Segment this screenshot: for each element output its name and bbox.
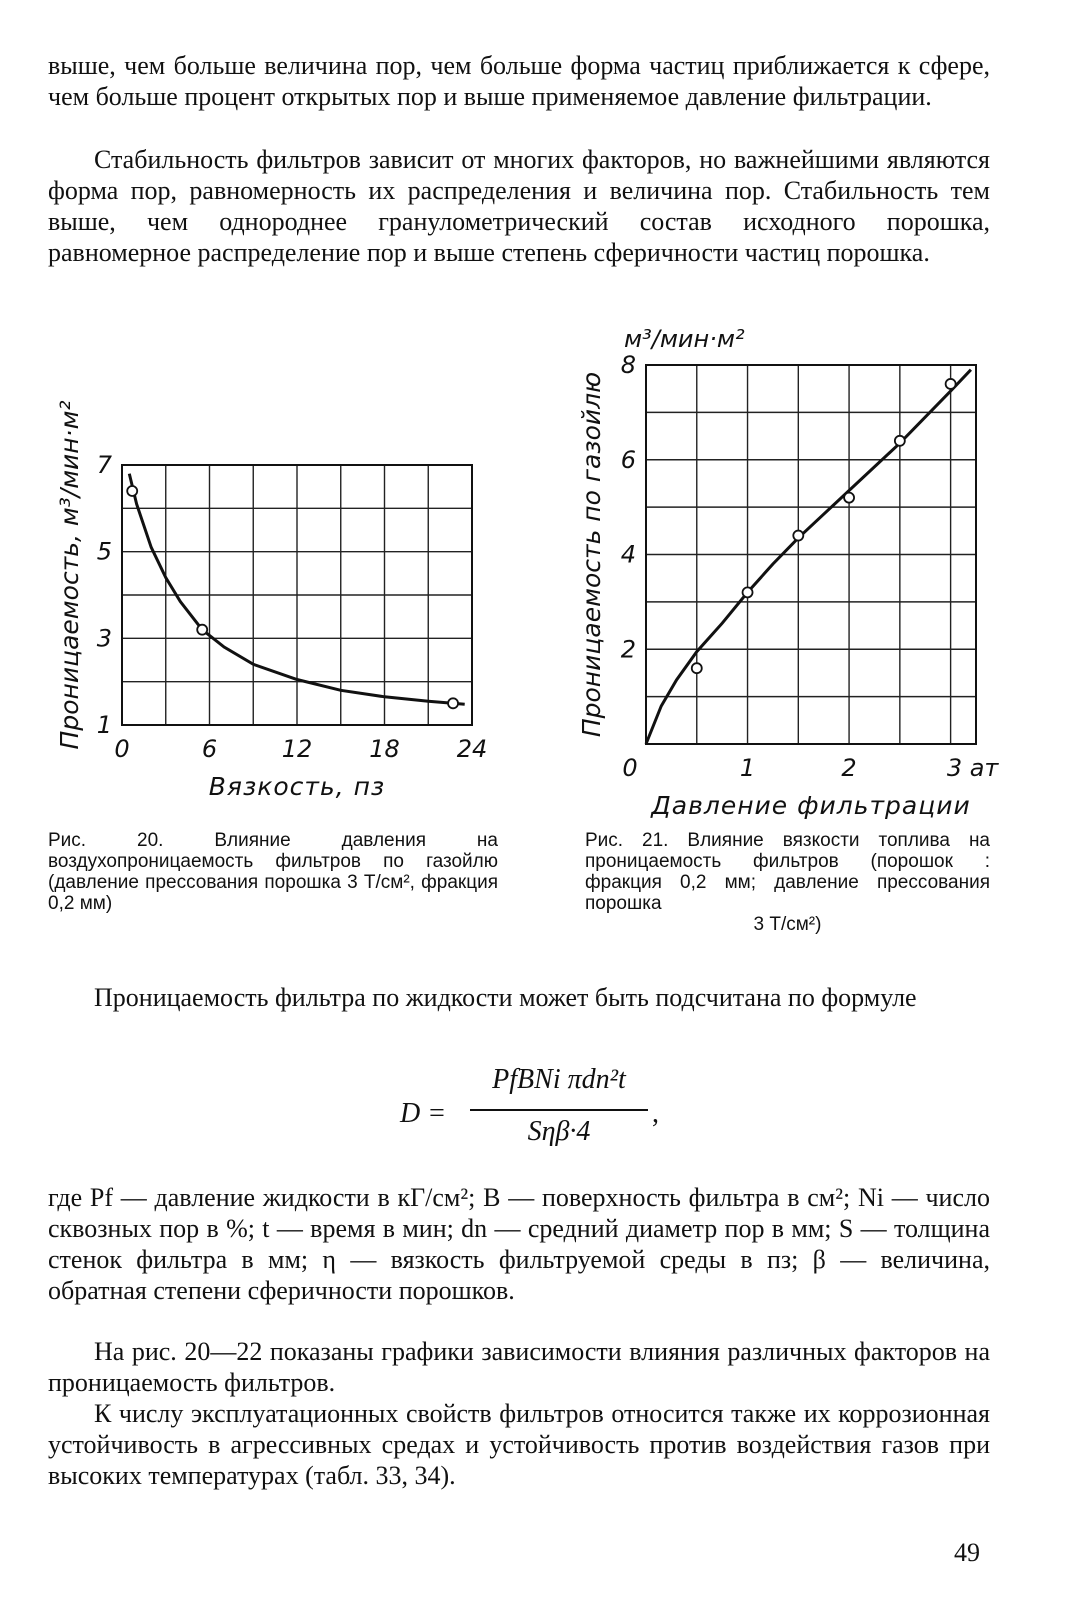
data-point — [743, 587, 753, 597]
y-axis-unit: м³/мин·м² — [624, 325, 745, 353]
paragraph-continued: выше, чем больше величина пор, чем больше форма частиц приближается к сфере, чем больше процент открытых пор и выше применяемое давление фильтрации. — [48, 51, 990, 111]
x-axis-label: Давление фильтрации — [651, 791, 971, 820]
x-tick-label: 18 — [369, 735, 400, 763]
x-tick-label: 0 — [114, 735, 130, 763]
x-tick-label: 2 — [841, 754, 857, 782]
paragraph-definitions: где Pf — давление жидкости в кГ/см²; B — поверхность фильтра в см²; Ni — число сквозных пор в %; t — время в мин; dn — средний диаметр пор в мм; S — толщина стенок фильтра в мм; η — вязкость фильтруемой среды в пз; β — величина, обратная степени сферичности порошков. — [48, 1183, 990, 1305]
figure-20-chart — [40, 385, 500, 815]
y-axis-label: Проницаемость по газойлю — [577, 371, 606, 738]
paragraph-operational: К числу эксплуатационных свойств фильтров относится также их коррозионная устойчивость в агрессивных средах и устойчивость против воздействия газов при высоких температурах (табл. 33, 34). — [48, 1399, 990, 1490]
formula-fraction-bar — [470, 1109, 648, 1111]
figure-20-caption — [48, 830, 498, 914]
x-tick-label: 6 — [201, 735, 218, 763]
y-tick-label: 6 — [620, 445, 636, 474]
x-tick-label: 12 — [281, 735, 313, 763]
figure-21-caption — [585, 830, 990, 935]
paragraph-figures-ref: На рис. 20—22 показаны графики зависимости влияния различных факторов на проницаемость фильтров. — [48, 1337, 990, 1397]
x-tick-label: 3 ат — [946, 754, 999, 782]
x-tick-label: 24 — [456, 735, 488, 763]
paragraph-formula-intro: Проницаемость фильтра по жидкости может быть подсчитана по формуле — [94, 983, 917, 1012]
data-point — [197, 625, 207, 635]
y-tick-label: 2 — [620, 635, 636, 664]
data-point — [895, 436, 905, 446]
data-point — [448, 698, 458, 708]
figure-21-caption-text: Рис. 21. Влияние вязкости топлива на проницаемость фильтров (порошок : фракция 0,2 мм; давление прессования порошка — [585, 830, 990, 914]
y-tick-label: 8 — [620, 351, 636, 379]
series-curve — [646, 370, 971, 744]
permeability-formula — [400, 1062, 700, 1162]
formula-comma: , — [652, 1098, 659, 1129]
page-number: 49 — [954, 1538, 980, 1567]
x-axis-label: Вязкость, пз — [208, 772, 386, 801]
y-tick-label: 5 — [96, 537, 112, 566]
y-axis-label: Проницаемость, м³/мин·м² — [55, 400, 84, 750]
data-point — [692, 663, 702, 673]
formula-numerator: PfBNi πdn²t — [492, 1064, 626, 1095]
formula-denominator: Sηβ·4 — [527, 1116, 591, 1147]
x-tick-label: 0 — [622, 754, 638, 782]
data-point — [127, 486, 137, 496]
y-tick-label: 4 — [620, 540, 636, 569]
paragraph-stability: Стабильность фильтров зависит от многих факторов, но важнейшими являются форма пор, равномерность их распределения и величина пор. Стабильность тем выше, чем однороднее гранулометрический состав исходного порошка, равномерное распределение пор и выше степень сферичности частиц порошка. — [48, 145, 990, 267]
figure-20-caption-text: Рис. 20. Влияние давления на воздухопроницаемость фильтров по газойлю (давление прессования порошка 3 Т/см², фракция 0,2 мм) — [48, 830, 498, 914]
data-point — [844, 493, 854, 503]
data-point — [946, 379, 956, 389]
y-tick-label: 1 — [96, 711, 112, 739]
y-tick-label: 7 — [96, 451, 112, 479]
formula-lhs: D = — [400, 1098, 447, 1129]
figure-21-chart — [560, 310, 1000, 820]
figure-21-caption-tail: 3 Т/см²) — [753, 914, 822, 935]
y-tick-label: 3 — [96, 624, 112, 653]
data-point — [793, 531, 803, 541]
x-tick-label: 1 — [739, 754, 756, 782]
